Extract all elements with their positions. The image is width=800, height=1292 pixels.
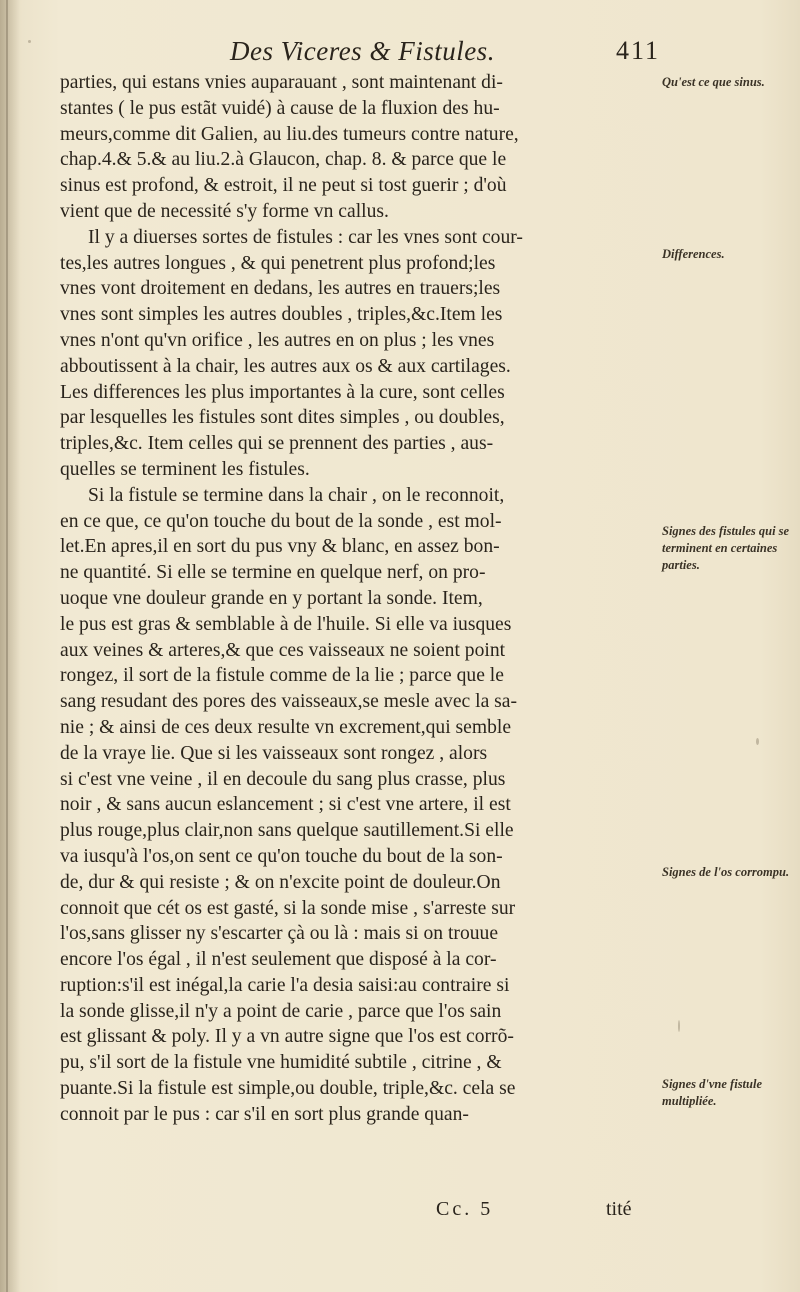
- text-line: uoque vne douleur grande en y portant la sonde. Item,: [60, 587, 483, 609]
- page-header: [60, 36, 660, 70]
- text-line: Les differences les plus importantes à la cure, sont celles: [60, 381, 505, 403]
- text-line: connoit par le pus : car s'il en sort plus grande quan-: [60, 1103, 469, 1125]
- text-line: triples,&c. Item celles qui se prennent des parties , aus-: [60, 433, 494, 455]
- text-line: par lesquelles les fistules sont dites simples , ou doubles,: [60, 407, 505, 429]
- text-line: va iusqu'à l'os,on sent ce qu'on touche du bout de la son-: [60, 845, 503, 867]
- margin-note-os-corrompu: Signes de l'os corrompu.: [662, 865, 790, 879]
- text-line: stantes ( le pus estãt vuidé) à cause de la fluxion des hu-: [60, 97, 500, 119]
- margin-note-differences: Differences.: [662, 247, 725, 261]
- text-line: vnes sont simples les autres doubles , triples,&c.Item les: [60, 304, 503, 326]
- text-line: noir , & sans aucun eslancement ; si c'est vne artere, il est: [60, 794, 511, 816]
- signature-mark: Cc. 5: [436, 1198, 494, 1220]
- text-line: la sonde glisse,il n'y a point de carie , parce que l'os sain: [60, 1000, 502, 1022]
- ink-speck: [28, 40, 31, 43]
- text-line: tes,les autres longues , & qui penetrent plus profond;les: [60, 252, 496, 274]
- text-line: vient que de necessité s'y forme vn callus.: [60, 200, 389, 222]
- text-line: plus rouge,plus clair,non sans quelque sautillement.Si elle: [60, 820, 514, 842]
- ink-speck: [756, 738, 759, 745]
- text-line: si c'est vne veine , il en decoule du sang plus crasse, plus: [60, 768, 506, 790]
- text-line: le pus est gras & semblable à de l'huile. Si elle va iusques: [60, 613, 512, 635]
- paragraph-start-line: Si la fistule se termine dans la chair , on le reconnoit,: [88, 484, 505, 506]
- text-line: est glissant & poly. Il y a vn autre signe que l'os est corrõ-: [60, 1026, 514, 1048]
- text-line: puante.Si la fistule est simple,ou double, triple,&c. cela se: [60, 1078, 516, 1100]
- text-line: sang resudant des pores des vaisseaux,se mesle avec la sa-: [60, 691, 518, 713]
- text-line: connoit que cét os est gasté, si la sonde mise , s'arreste sur: [60, 897, 516, 919]
- text-line: abboutissent à la chair, les autres aux os & aux cartilages.: [60, 355, 511, 377]
- text-line: en ce que, ce qu'on touche du bout de la sonde , est mol-: [60, 510, 502, 532]
- running-head: Des Viceres & Fistules.: [230, 36, 495, 66]
- body-text: [60, 70, 654, 1128]
- text-line: encore l'os égal , il n'est seulement que disposé à la cor-: [60, 949, 497, 971]
- text-line: vnes vont droitement en dedans, les autres en trauers;les: [60, 278, 501, 300]
- text-line: nie ; & ainsi de ces deux resulte vn excrement,qui semble: [60, 716, 512, 738]
- text-line: vnes n'ont qu'vn orifice , les autres en on plus ; les vnes: [60, 329, 495, 351]
- margin-note-fistule-multipliee: Signes d'vne fistule multipliée.: [662, 1077, 763, 1108]
- catchword: tité: [606, 1198, 632, 1220]
- text-line: rongez, il sort de la fistule comme de la lie ; parce que le: [60, 665, 504, 687]
- text-line: de, dur & qui resiste ; & on n'excite point de douleur.On: [60, 871, 501, 893]
- page-number: 411: [615, 36, 660, 65]
- text-line: let.En apres,il en sort du pus vny & blanc, en assez bon-: [60, 536, 500, 558]
- ink-speck: [678, 1020, 680, 1032]
- text-line: pu, s'il sort de la fistule vne humidité subtile , citrine , &: [60, 1052, 502, 1074]
- text-line: ruption:s'il est inégal,la carie l'a desia saisi:au contraire si: [60, 974, 510, 996]
- text-line: aux veines & arteres,& que ces vaisseaux ne soient point: [60, 639, 506, 661]
- text-line: sinus est profond, & estroit, il ne peut si tost guerir ; d'où: [60, 175, 507, 197]
- margin-note-sinus: Qu'est ce que sinus.: [662, 75, 765, 89]
- text-line: chap.4.& 5.& au liu.2.à Glaucon, chap. 8. & parce que le: [60, 149, 507, 171]
- gutter-shadow: [0, 0, 20, 1292]
- text-line: parties, qui estans vnies auparauant , sont maintenant di-: [60, 72, 503, 93]
- text-line: ne quantité. Si elle se termine en quelque nerf, on pro-: [60, 562, 486, 584]
- paragraph-start-line: Il y a diuerses sortes de fistules : car les vnes sont cour-: [88, 226, 523, 248]
- gutter-rule: [6, 0, 8, 1292]
- text-line: meurs,comme dit Galien, au liu.des tumeurs contre nature,: [60, 123, 519, 145]
- text-line: quelles se terminent les fistules.: [60, 458, 310, 480]
- text-line: l'os,sans glisser ny s'escarter çà ou là : mais si on trouue: [60, 923, 499, 945]
- margin-note-signes-fistules: Signes des fistules qui se terminent en certaines parties.: [662, 524, 790, 572]
- text-line: de la vraye lie. Que si les vaisseaux sont rongez , alors: [60, 742, 488, 764]
